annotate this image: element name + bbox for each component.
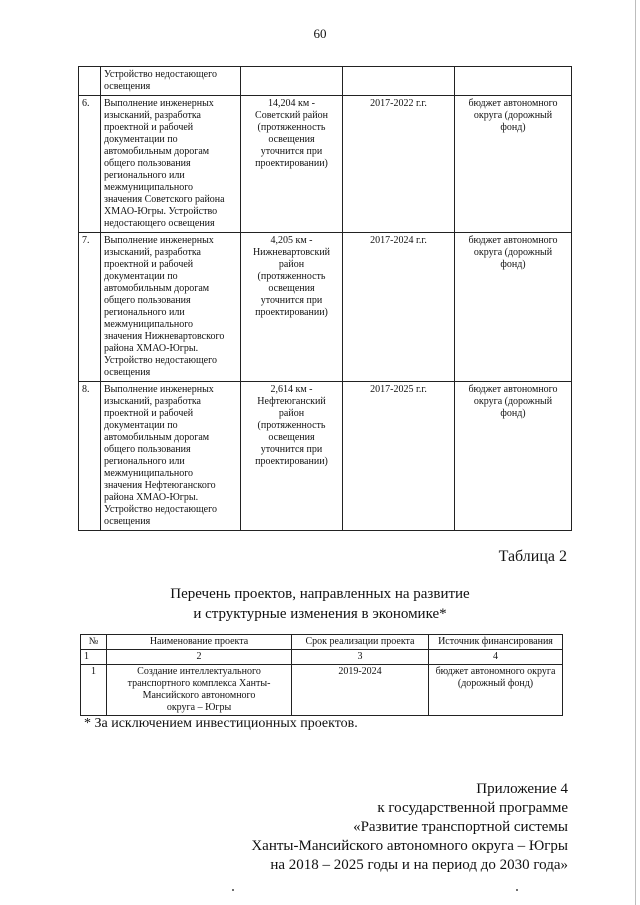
appendix-line: Ханты-Мансийского автономного округа – Югры [251,838,568,854]
project-location: 2,614 км - Нефтеюганский район (протяженность освещения уточнится при проектировании) [241,382,343,531]
table-row [81,665,563,716]
table-caption: Таблица 2 [498,548,567,565]
page-edge-line [635,0,636,905]
column-header: № [81,635,107,650]
project-description: Выполнение инженерных изысканий, разработка проектной и рабочей документации по автомобильным дорогам общего пользования регионального или межмуниципального значения Нижневартовского района ХМАО-Югры. Устройство недостающего освещения [101,233,241,382]
project-period [343,67,455,96]
scan-speck [232,889,234,891]
column-index: 1 [81,650,107,665]
project-location [241,67,343,96]
table-row [79,67,572,96]
column-index: 4 [429,650,563,665]
economy-projects-table [80,634,563,716]
funding-source: бюджет автономного округа (дорожный фонд) [455,233,572,382]
column-header: Наименование проекта [107,635,292,650]
table-header-row [81,635,563,650]
column-index: 2 [107,650,292,665]
project-description: Устройство недостающего освещения [101,67,241,96]
funding-source [455,67,572,96]
appendix-line: «Развитие транспортной системы [353,819,568,835]
table-row [79,233,572,382]
projects-list-title: Перечень проектов, направленных на развитие и структурные изменения в экономике* [170,586,470,622]
project-location: 14,204 км - Советский район (протяженность освещения уточнится при проектировании) [241,96,343,233]
funding-source: бюджет автономного округа (дорожный фонд) [429,665,563,716]
project-period: 2017-2025 г.г. [343,382,455,531]
column-index-row [81,650,563,665]
page-number: 60 [313,26,327,41]
project-period: 2017-2022 г.г. [343,96,455,233]
row-number [79,67,101,96]
footnote: * За исключением инвестиционных проектов. [84,716,358,731]
lighting-projects-table [78,66,572,531]
project-name: Создание интеллектуального транспортного комплекса Ханты- Мансийского автономного округа – Югры [107,665,292,716]
scan-speck [516,889,518,891]
appendix-header [251,780,568,875]
column-header: Срок реализации проекта [292,635,429,650]
appendix-line: к государственной программе [377,800,568,816]
row-number: 8. [79,382,101,531]
table-row [79,96,572,233]
row-number: 1 [81,665,107,716]
funding-source: бюджет автономного округа (дорожный фонд) [455,382,572,531]
project-location: 4,205 км - Нижневартовский район (протяженность освещения уточнится при проектировании) [241,233,343,382]
row-number: 7. [79,233,101,382]
project-description: Выполнение инженерных изысканий, разработка проектной и рабочей документации по автомобильным дорогам общего пользования регионального или межмуниципального значения Нефтеюганского района ХМАО-Югры. Устройство недостающего освещения [101,382,241,531]
project-description: Выполнение инженерных изысканий, разработка проектной и рабочей документации по автомобильным дорогам общего пользования регионального или межмуниципального значения Советского района ХМАО-Югры. Устройство недостающего освещения [101,96,241,233]
table-row [79,382,572,531]
column-index: 3 [292,650,429,665]
project-period: 2017-2024 г.г. [343,233,455,382]
appendix-line: Приложение 4 [476,781,568,797]
appendix-line: на 2018 – 2025 годы и на период до 2030 года» [270,857,568,873]
funding-source: бюджет автономного округа (дорожный фонд) [455,96,572,233]
row-number: 6. [79,96,101,233]
project-period: 2019-2024 [292,665,429,716]
column-header: Источник финансирования [429,635,563,650]
